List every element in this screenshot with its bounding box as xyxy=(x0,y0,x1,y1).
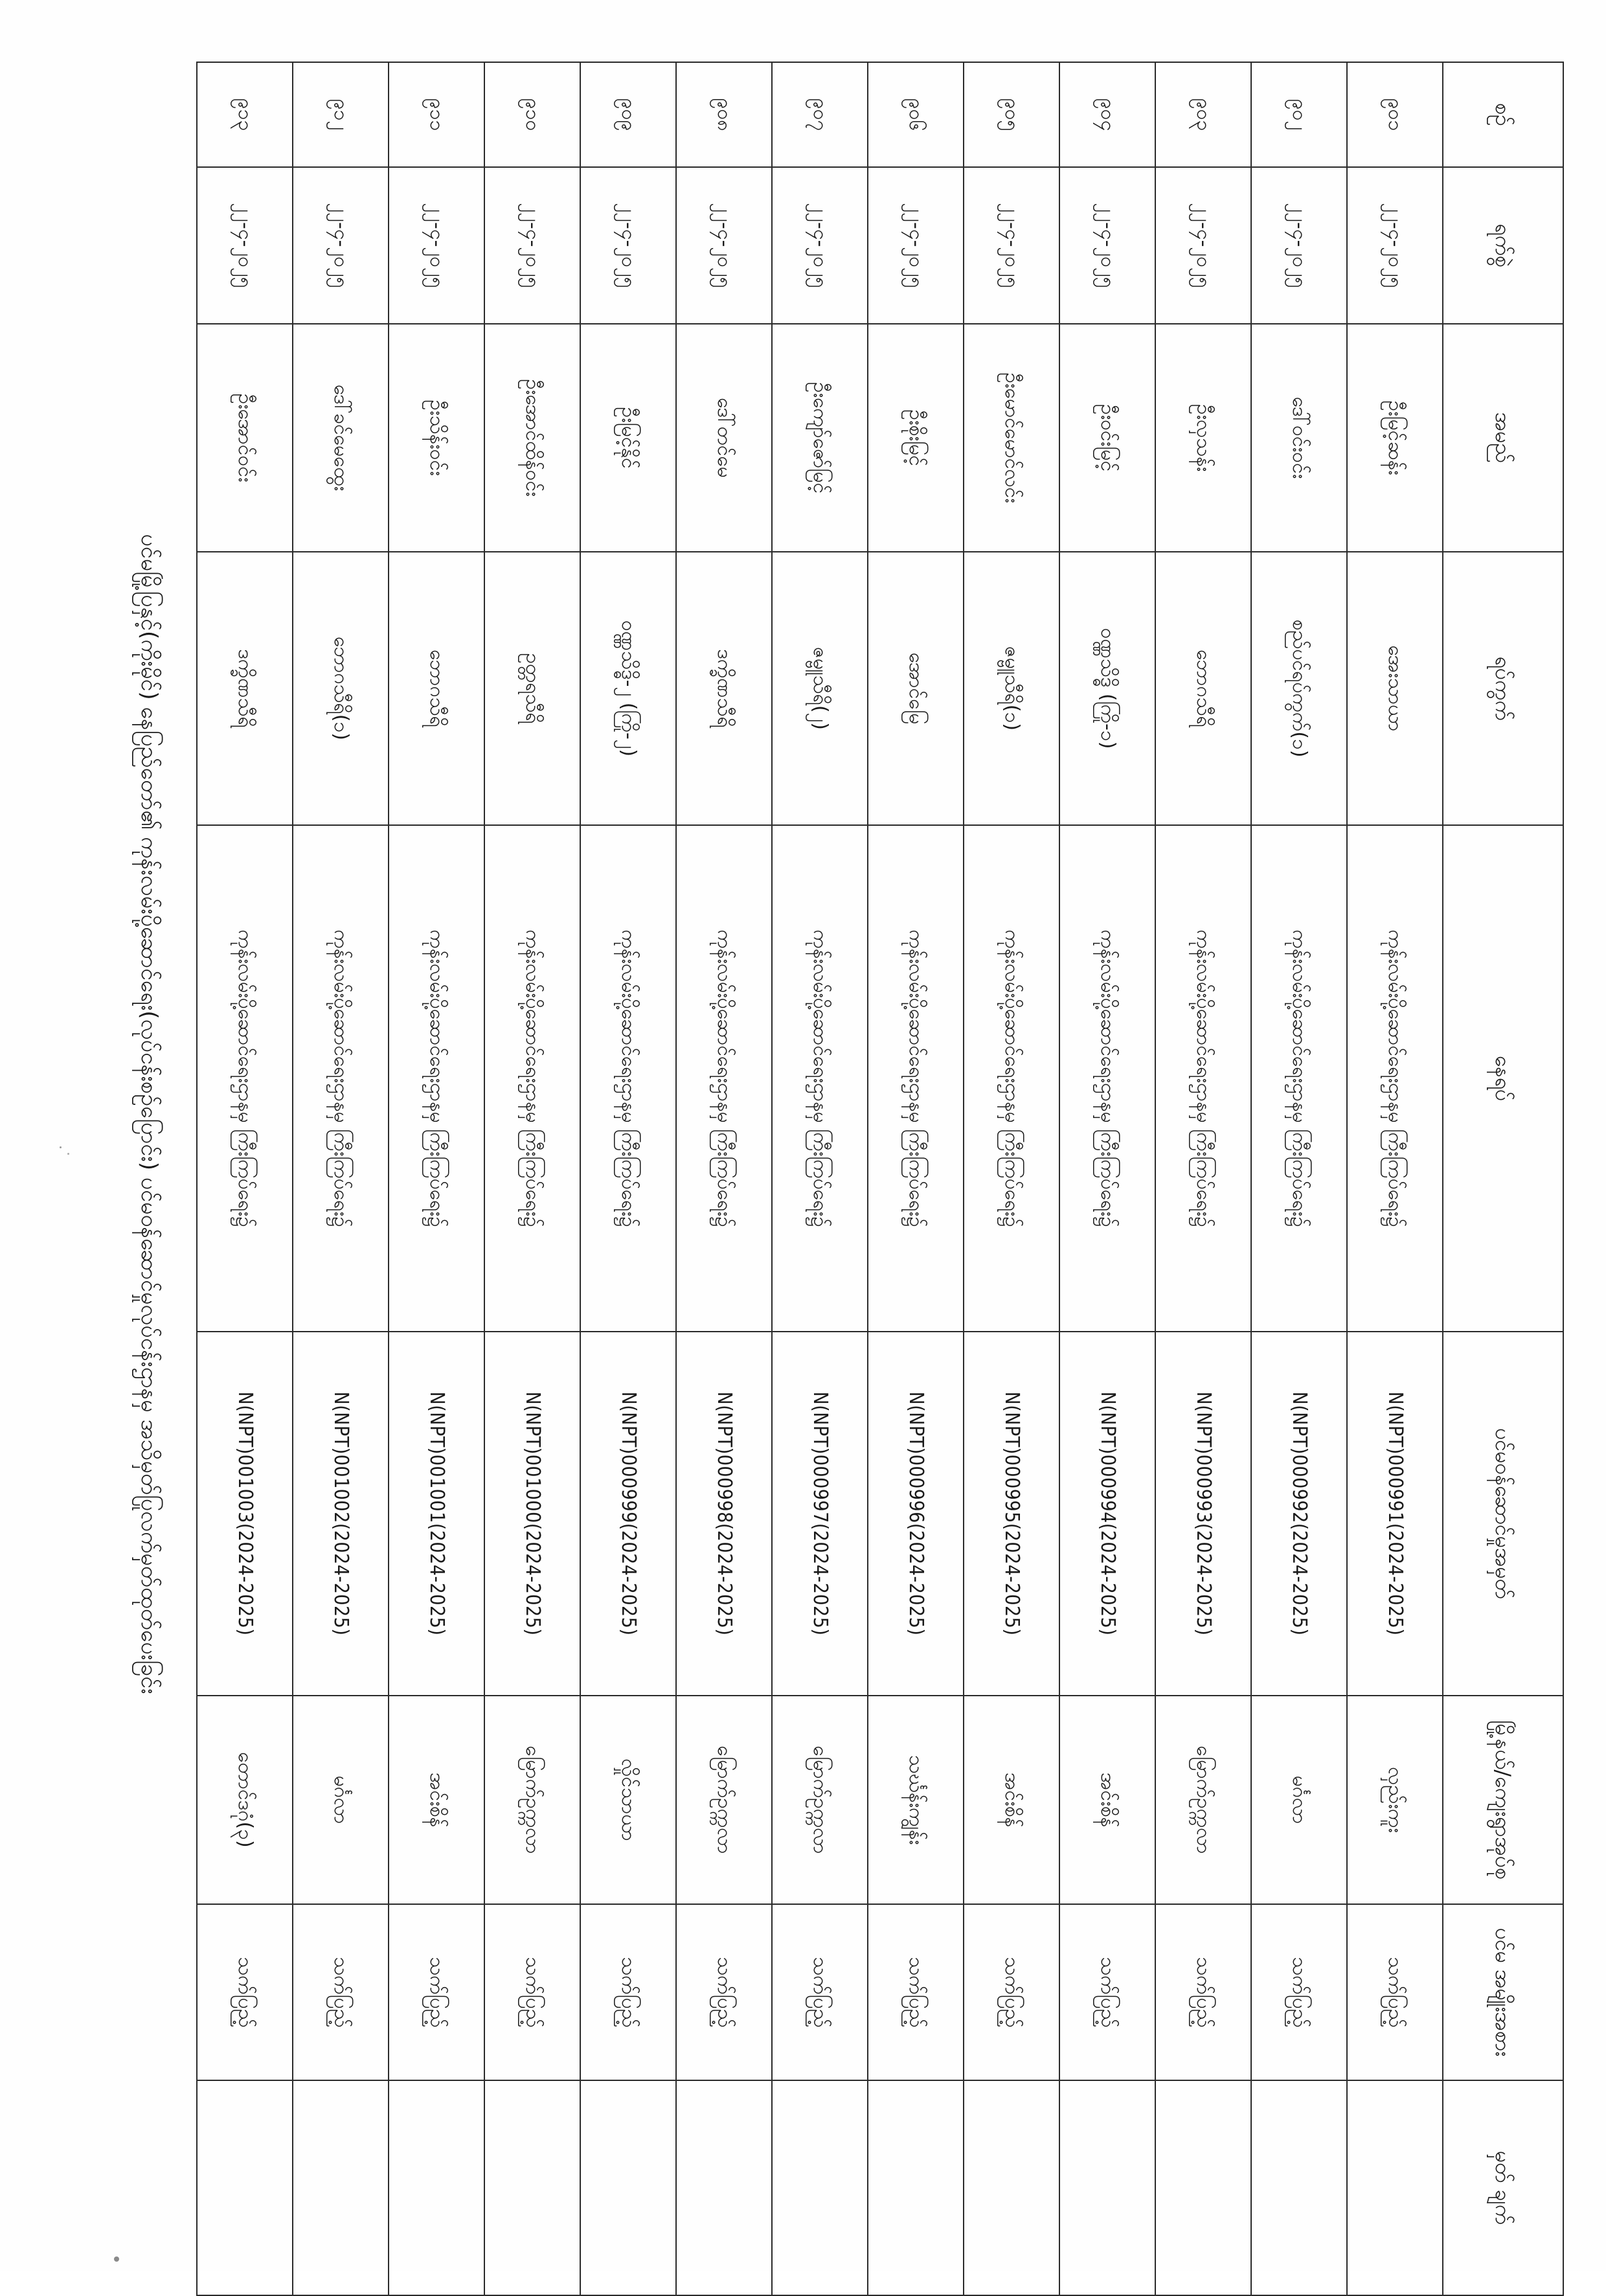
cell-township: အင်းစိန် xyxy=(964,1696,1059,1904)
cell-date: ၂၂-၄-၂၀၂၅ xyxy=(293,167,389,324)
cell-address: ကုန်းလမ်းပို့ဆောင်ရေးဌာနမှ ကြီးကြပ်ရေး၌ xyxy=(1251,825,1347,1332)
header-kind: ပင်မ အမျိုးအစား xyxy=(1443,1904,1563,2080)
cell-no: ၉၀၅ xyxy=(964,62,1059,167)
table-header-row xyxy=(1443,62,1563,2295)
table-row xyxy=(676,62,772,2295)
cell-remark xyxy=(293,2080,389,2295)
cell-address: ကုန်းလမ်းပို့ဆောင်ရေးဌာနမှ ကြီးကြပ်ရေး၌ xyxy=(772,825,868,1332)
cell-name: ဦးအောင်ဝင်း xyxy=(197,324,293,552)
cell-name: ဦးလှသန်း xyxy=(1155,324,1251,552)
cell-township: လှည်းကူး xyxy=(1347,1696,1443,1904)
cell-no: ၉၀၄ xyxy=(1059,62,1155,167)
cell-cert-no: N(NPT)000999(2024-2025) xyxy=(580,1332,676,1696)
cell-kind: သက်ပြည့် xyxy=(389,1904,484,2080)
cell-kind: သက်ပြည့် xyxy=(964,1904,1059,2080)
cell-township: မြောက်ဥက္ကလာ xyxy=(484,1696,580,1904)
cell-no: ၉၁၁ xyxy=(389,62,484,167)
cell-address: ကုန်းလမ်းပို့ဆောင်ရေးဌာနမှ ကြီးကြပ်ရေး၌ xyxy=(197,825,293,1332)
cell-kind: သက်ပြည့် xyxy=(1347,1904,1443,2080)
cell-date: ၂၂-၄-၂၀၂၅ xyxy=(389,167,484,324)
cell-date: ၂၂-၄-၂၀၂၅ xyxy=(868,167,964,324)
cell-ward: ဒက္ခိဏသီရိ xyxy=(197,552,293,825)
cell-no: ၉၀၁ xyxy=(1347,62,1443,167)
cell-address: ကုန်းလမ်းပို့ဆောင်ရေးဌာနမှ ကြီးကြပ်ရေး၌ xyxy=(1059,825,1155,1332)
cell-date: ၂၂-၄-၂၀၂၅ xyxy=(1347,167,1443,324)
table-row xyxy=(1059,62,1155,2295)
cell-name: ဒေါ်တင်မေ xyxy=(676,324,772,552)
cell-ward: ဥတ္တရသီရိ xyxy=(484,552,580,825)
table-row xyxy=(1347,62,1443,2295)
cell-date: ၂၂-၄-၂၀၂၅ xyxy=(772,167,868,324)
cell-date: ၂၂-၄-၂၀၂၅ xyxy=(1155,167,1251,324)
cell-address: ကုန်းလမ်းပို့ဆောင်ရေးဌာနမှ ကြီးကြပ်ရေး၌ xyxy=(293,825,389,1332)
cell-ward: စည်ပင်ရပ်ကွက်(၁) xyxy=(1251,552,1347,825)
cell-date: ၂၂-၄-၂၀၂၅ xyxy=(484,167,580,324)
cell-address: ကုန်းလမ်းပို့ဆောင်ရေးဌာနမှ ကြီးကြပ်ရေး၌ xyxy=(389,825,484,1332)
cell-name: ဦးကျော်ဇော်မြင့် xyxy=(772,324,868,552)
cell-date: ၂၂-၄-၂၀၂၅ xyxy=(676,167,772,324)
cell-address: ကုန်းလမ်းပို့ဆောင်ရေးဌာနမှ ကြီးကြပ်ရေး၌ xyxy=(868,825,964,1332)
cell-cert-no: N(NPT)001002(2024-2025) xyxy=(293,1332,389,1696)
document-title: ပင်မမြို့ပြနှင့်(ကိုးမိုင်) နေပြည်တော်၏ ကုန်းလမ်းပို့ဆောင်ရေး(လုပ်ငန်းစဉ်ပြောင်း) ပင်မဝန်ဆောင်မှုလုပ်ငန်းဌာနမှ အသိမှတ်ပြုလက်မှတ်ထုတ်ပေးခြင်း xyxy=(136,534,162,1694)
cell-ward: ဒက္ခိဏသီရိ xyxy=(676,552,772,825)
table-row xyxy=(1251,62,1347,2295)
records-table xyxy=(196,62,1564,2296)
cell-name: ဦးဝင်းမြင့် xyxy=(1059,324,1155,552)
cell-kind: သက်ပြည့် xyxy=(1251,1904,1347,2080)
header-township: မြို့နယ်/ကျေးရွာအုပ်စု xyxy=(1443,1696,1563,1904)
cell-ward: ဘောဂသီရိ xyxy=(1155,552,1251,825)
cell-name: ဦးစိုးမြင့် xyxy=(868,324,964,552)
cell-kind: သက်ပြည့် xyxy=(293,1904,389,2080)
cell-remark xyxy=(676,2080,772,2295)
cell-name: ဦးမြင့်ဆန်း xyxy=(1347,324,1443,552)
cell-no: ၉၀၇ xyxy=(772,62,868,167)
table-row xyxy=(484,62,580,2295)
cell-remark xyxy=(1155,2080,1251,2295)
header-date: ရက်စွဲ xyxy=(1443,167,1563,324)
cell-no: ၉၀၉ xyxy=(580,62,676,167)
cell-cert-no: N(NPT)001001(2024-2025) xyxy=(389,1332,484,1696)
header-cert-no: ပင်မဝန်ဆောင်မှုအမှတ် xyxy=(1443,1332,1563,1696)
cell-ward: အေးသာယာ xyxy=(1347,552,1443,825)
table-row xyxy=(580,62,676,2295)
cell-township: မင်္ဂလာ xyxy=(293,1696,389,1904)
cell-address: ကုန်းလမ်းပို့ဆောင်ရေးဌာနမှ ကြီးကြပ်ရေး၌ xyxy=(676,825,772,1332)
cell-remark xyxy=(868,2080,964,2295)
cell-township: လှိုင်သာယာ xyxy=(580,1696,676,1904)
cell-date: ၂၂-၄-၂၀၂၅ xyxy=(1059,167,1155,324)
cell-date: ၂၂-၄-၂၀၂၅ xyxy=(197,167,293,324)
cell-name: ဒေါ်ခင်မေထွေး xyxy=(293,324,389,552)
cell-date: ၂၂-၄-၂၀၂၅ xyxy=(964,167,1059,324)
cell-cert-no: N(NPT)000998(2024-2025) xyxy=(676,1332,772,1696)
cell-ward: ဇမ္ဗူသီရိ(၂) xyxy=(772,552,868,825)
cell-address: ကုန်းလမ်းပို့ဆောင်ရေးဌာနမှ ကြီးကြပ်ရေး၌ xyxy=(580,825,676,1332)
cell-date: ၂၂-၄-၂၀၂၅ xyxy=(1251,167,1347,324)
cell-no: ၉၁၀ xyxy=(484,62,580,167)
table-row xyxy=(1155,62,1251,2295)
cell-name: ဦးမြင့်နိုင် xyxy=(580,324,676,552)
cell-remark xyxy=(197,2080,293,2295)
cell-name: ဦးမောင်မောင်လင်း xyxy=(964,324,1059,552)
cell-cert-no: N(NPT)001000(2024-2025) xyxy=(484,1332,580,1696)
cell-no: ၉၁၃ xyxy=(197,62,293,167)
cell-kind: သက်ပြည့် xyxy=(197,1904,293,2080)
header-remark: မှတ် ချက် xyxy=(1443,2080,1563,2295)
cell-remark xyxy=(1059,2080,1155,2295)
cell-remark xyxy=(484,2080,580,2295)
header-ward: ရပ်ကွက် xyxy=(1443,552,1563,825)
table-row xyxy=(964,62,1059,2295)
cell-ward: ဝဏ္ဏသိဒ္ဓိ-၂ (ကြို-၂) xyxy=(580,552,676,825)
cell-address: ကုန်းလမ်းပို့ဆောင်ရေးဌာနမှ ကြီးကြပ်ရေး၌ xyxy=(1155,825,1251,1332)
cell-kind: သက်ပြည့် xyxy=(580,1904,676,2080)
cell-kind: သက်ပြည့် xyxy=(1155,1904,1251,2080)
cell-township: မြောက်ဥက္ကလာ xyxy=(676,1696,772,1904)
cell-ward: ဝဏ္ဏသိဒ္ဓိ (ကြို-၁) xyxy=(1059,552,1155,825)
cell-address: ကုန်းလမ်းပို့ဆောင်ရေးဌာနမှ ကြီးကြပ်ရေး၌ xyxy=(1347,825,1443,1332)
cell-township: သင်္ဃန်းကျွန်း xyxy=(868,1696,964,1904)
cell-township: မင်္ဂလာ xyxy=(1251,1696,1347,1904)
cell-no: ၉၁၂ xyxy=(293,62,389,167)
cell-ward: ဇမ္ဗူသီရိ(၁) xyxy=(964,552,1059,825)
cell-township: တောင်ဒဂုံ(၃) xyxy=(197,1696,293,1904)
cell-cert-no: N(NPT)000991(2024-2025) xyxy=(1347,1332,1443,1696)
scan-speck xyxy=(67,1153,69,1155)
cell-cert-no: N(NPT)000994(2024-2025) xyxy=(1059,1332,1155,1696)
table-row xyxy=(772,62,868,2295)
header-name: အမည် xyxy=(1443,324,1563,552)
cell-cert-no: N(NPT)001003(2024-2025) xyxy=(197,1332,293,1696)
cell-no: ၉၀၆ xyxy=(868,62,964,167)
cell-kind: သက်ပြည့် xyxy=(1059,1904,1155,2080)
rotated-sheet xyxy=(94,62,1564,2225)
cell-township: မြောက်ဥက္ကလာ xyxy=(772,1696,868,1904)
cell-ward: ဘောဂသီရိ xyxy=(389,552,484,825)
header-address: နေရပ် xyxy=(1443,825,1563,1332)
cell-remark xyxy=(580,2080,676,2295)
cell-address: ကုန်းလမ်းပို့ဆောင်ရေးဌာနမှ ကြီးကြပ်ရေး၌ xyxy=(484,825,580,1332)
table-row xyxy=(389,62,484,2295)
cell-kind: သက်ပြည့် xyxy=(868,1904,964,2080)
cell-township: အင်းစိန် xyxy=(1059,1696,1155,1904)
cell-no: ၉၀၈ xyxy=(676,62,772,167)
cell-ward: ဘောဂသီရိ(၁) xyxy=(293,552,389,825)
cell-kind: သက်ပြည့် xyxy=(676,1904,772,2080)
scan-mark xyxy=(114,2256,119,2262)
cell-township: မြောက်ဥက္ကလာ xyxy=(1155,1696,1251,1904)
cell-cert-no: N(NPT)000996(2024-2025) xyxy=(868,1332,964,1696)
cell-no: ၉၀၃ xyxy=(1155,62,1251,167)
cell-no: ၉၀၂ xyxy=(1251,62,1347,167)
cell-ward: အောင်မြေ xyxy=(868,552,964,825)
table-row xyxy=(197,62,293,2295)
cell-name: ဒေါ်ဝင်းဝင်း xyxy=(1251,324,1347,552)
header-no: စဉ် xyxy=(1443,62,1563,167)
cell-township: အင်းစိန် xyxy=(389,1696,484,1904)
cell-name: ဦးသိန်းဝင်း xyxy=(389,324,484,552)
cell-name: ဦးအောင်ထိန်ဝင်း xyxy=(484,324,580,552)
scan-speck xyxy=(60,1146,62,1148)
cell-remark xyxy=(1347,2080,1443,2295)
cell-remark xyxy=(772,2080,868,2295)
cell-kind: သက်ပြည့် xyxy=(772,1904,868,2080)
cell-cert-no: N(NPT)000995(2024-2025) xyxy=(964,1332,1059,1696)
cell-date: ၂၂-၄-၂၀၂၅ xyxy=(580,167,676,324)
cell-remark xyxy=(964,2080,1059,2295)
table-row xyxy=(293,62,389,2295)
cell-cert-no: N(NPT)000992(2024-2025) xyxy=(1251,1332,1347,1696)
table-row xyxy=(868,62,964,2295)
cell-cert-no: N(NPT)000993(2024-2025) xyxy=(1155,1332,1251,1696)
cell-remark xyxy=(389,2080,484,2295)
cell-cert-no: N(NPT)000997(2024-2025) xyxy=(772,1332,868,1696)
cell-remark xyxy=(1251,2080,1347,2295)
cell-address: ကုန်းလမ်းပို့ဆောင်ရေးဌာနမှ ကြီးကြပ်ရေး၌ xyxy=(964,825,1059,1332)
cell-kind: သက်ပြည့် xyxy=(484,1904,580,2080)
table-body xyxy=(197,62,1443,2295)
